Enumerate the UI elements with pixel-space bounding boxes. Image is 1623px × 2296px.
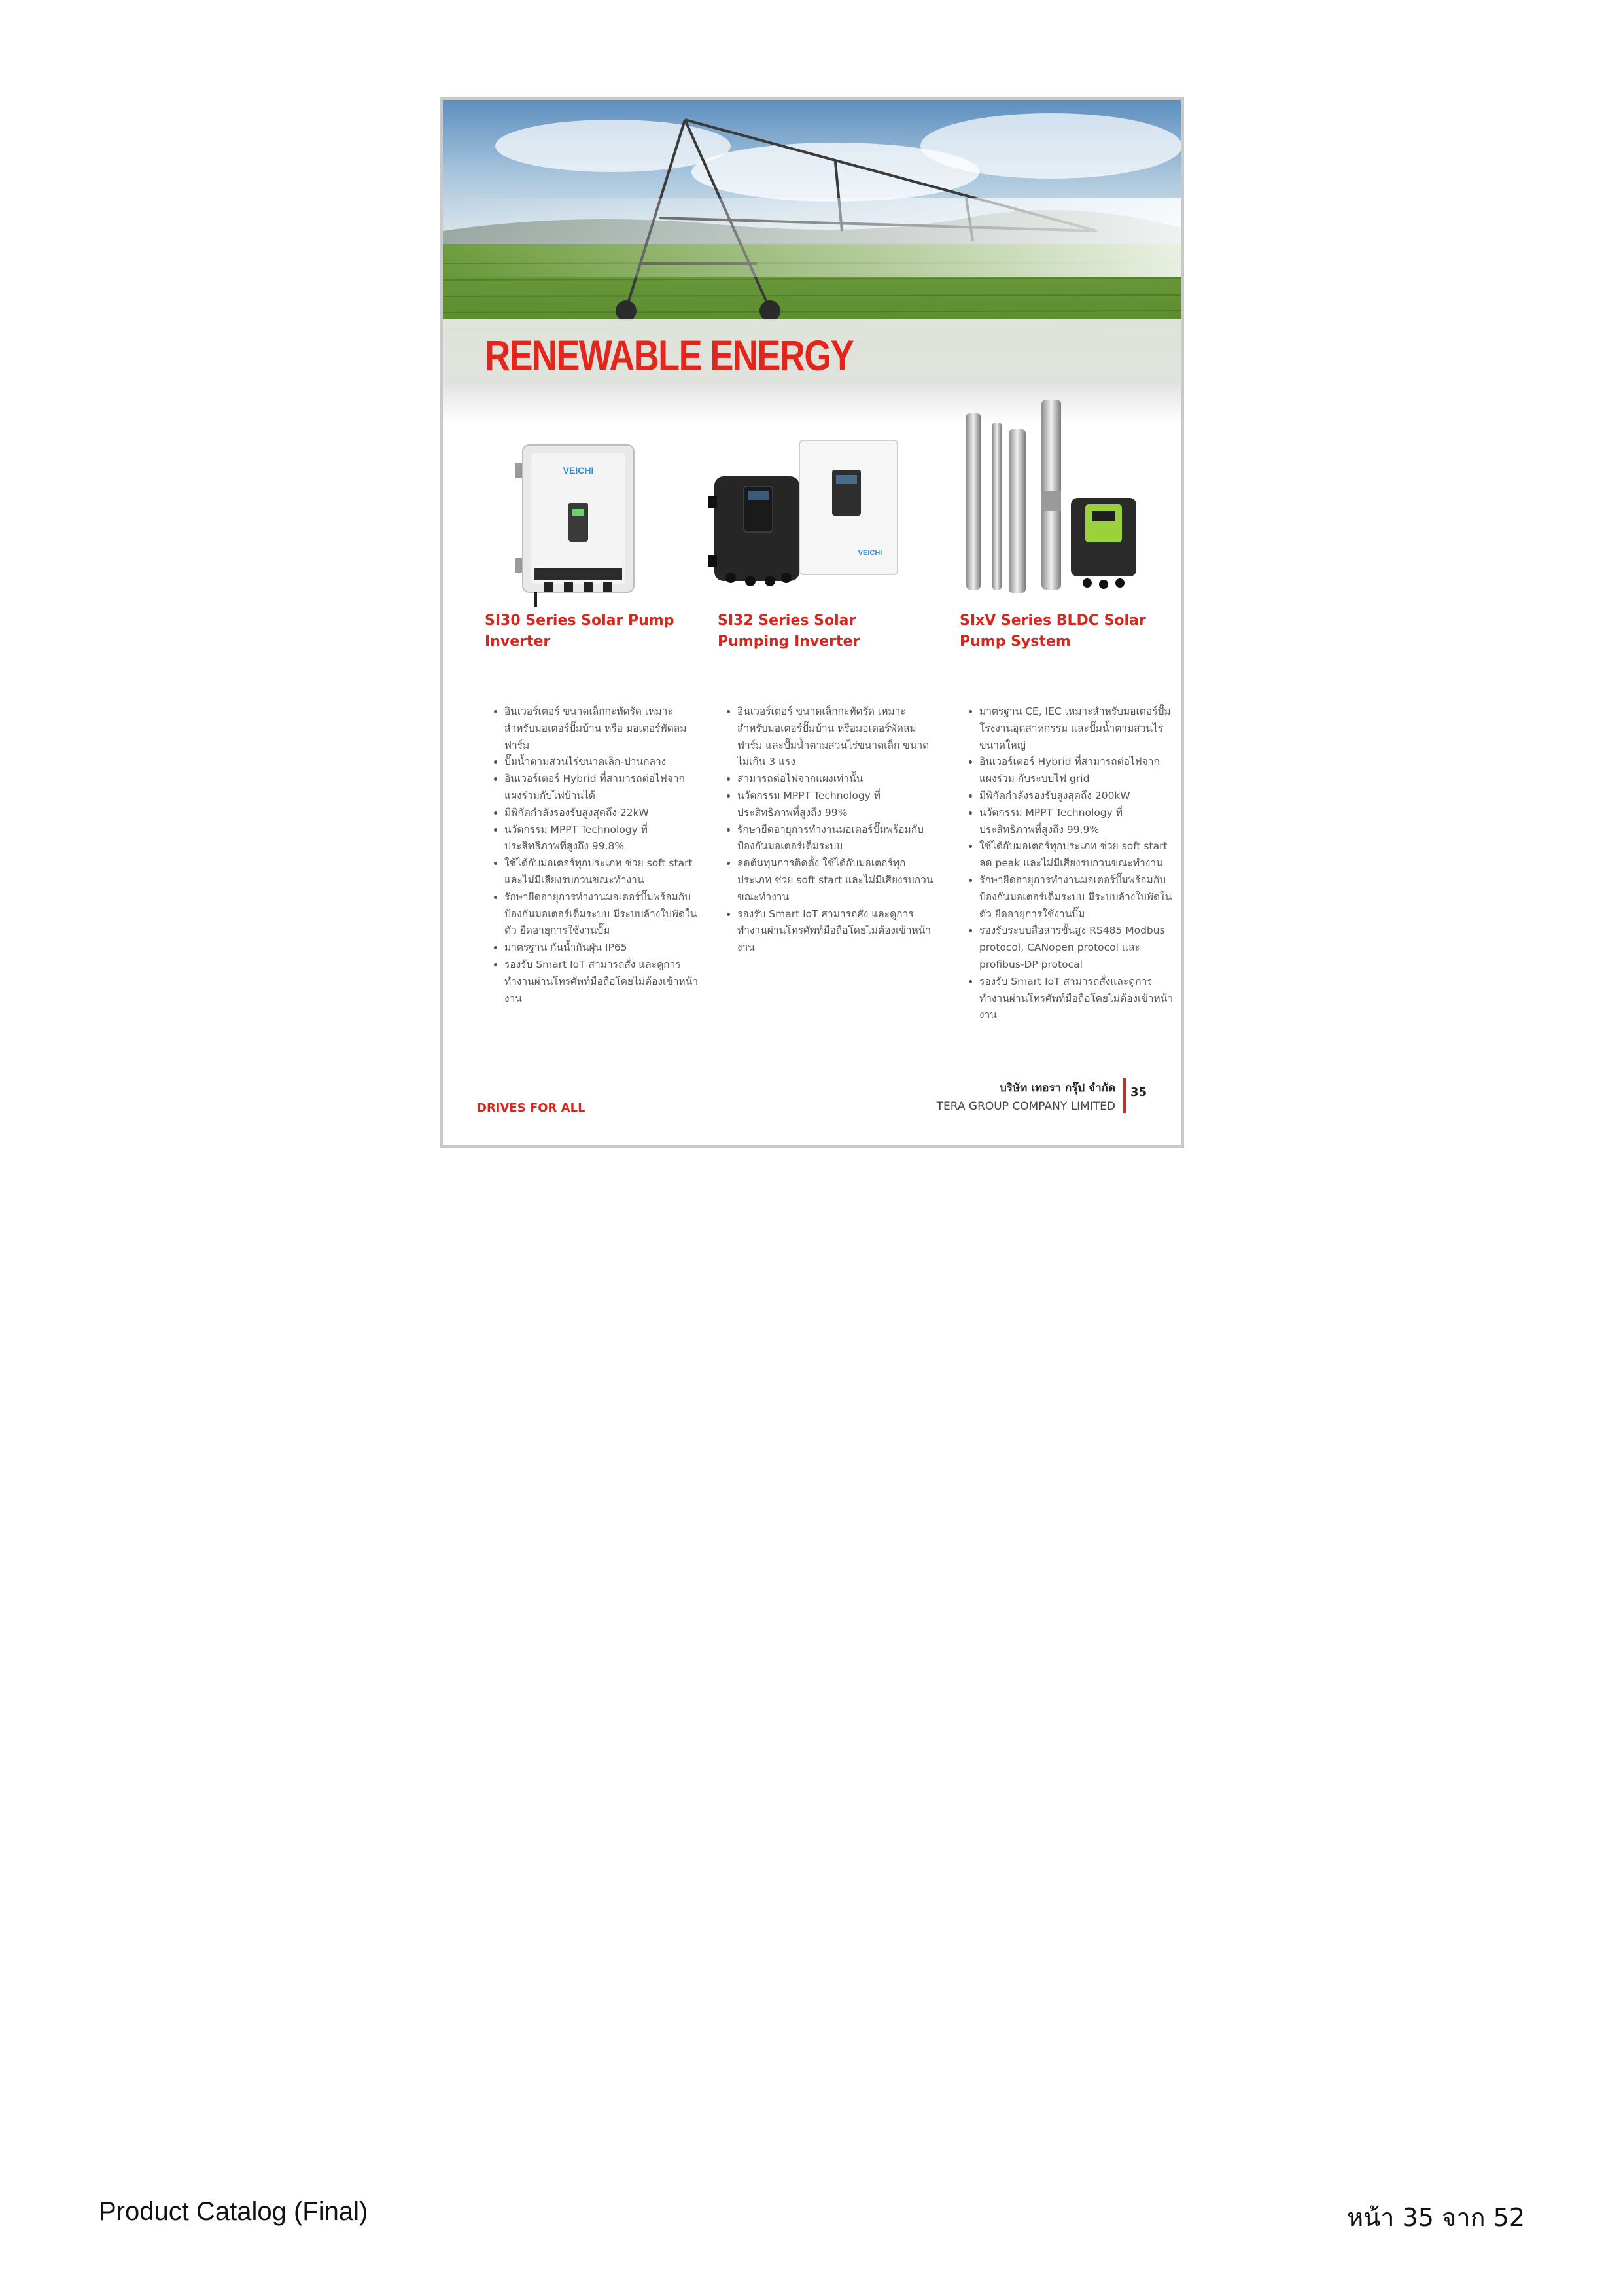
page-indicator: หน้า 35 จาก 52: [1347, 2203, 1525, 2232]
list-item: • รองรับระบบสื่อสารขั้นสูง RS485 Modbus protocol, CANopen protocol และ profibus-DP protocal: [979, 923, 1176, 973]
footer-divider: [1123, 1078, 1126, 1113]
catalog-page: [440, 97, 1184, 1148]
tagline: DRIVES FOR ALL: [477, 1101, 585, 1115]
company-name-english: TERA GROUP COMPANY LIMITED: [936, 1100, 1115, 1113]
list-item: • มาตรฐาน กันน้ำกันฝุ่น IP65: [504, 940, 701, 957]
list-item: • อินเวอร์เตอร์ ขนาดเล็กกะทัดรัด เหมาะสำหรับมอเตอร์ปั๊มบ้าน หรือมอเตอร์พัดลมฟาร์ม และปั๊มน้ำตามสวนไร่ขนาดเล็ก ขนาดไม่เกิน 3 แรง: [737, 703, 934, 771]
list-item: • ใช้ได้กับมอเตอร์ทุกประเภท ช่วย soft start และไม่มีเสียงรบกวนขณะทำงาน: [504, 855, 701, 889]
list-item: • นวัตกรรม MPPT Technology ที่ประสิทธิภาพที่สูงถึง 99.8%: [504, 822, 701, 856]
list-item: • นวัตกรรม MPPT Technology ที่ประสิทธิภาพที่สูงถึง 99.9%: [979, 805, 1176, 839]
list-item: • รักษายืดอายุการทำงานมอเตอร์ปั๊มพร้อมกับป้องกันมอเตอร์เต็มระบบ มีระบบล้างใบพัดในตัว ยืดอายุการใช้งานปั๊ม: [504, 889, 701, 940]
product-title-si30: SI30 Series Solar Pump Inverter: [485, 612, 674, 650]
product-title-si32: SI32 Series Solar Pumping Inverter: [718, 612, 860, 650]
sixv-pump-system-image: [960, 393, 1143, 605]
list-item: • รองรับ Smart IoT สามารถสั่ง และดูการทำงานผ่านโทรศัพท์มือถือโดยไม่ต้องเข้าหน้างาน: [737, 906, 934, 957]
document-name: Product Catalog (Final): [99, 2197, 368, 2226]
veichi-logo: VEICHI: [563, 465, 594, 476]
list-item: • อินเวอร์เตอร์ ขนาดเล็กกะทัดรัด เหมาะสำหรับมอเตอร์ปั๊มบ้าน หรือ มอเตอร์พัดลมฟาร์ม: [504, 703, 701, 754]
list-item: • มาตรฐาน CE, IEC เหมาะสำหรับมอเตอร์ปั๊มโรงงานอุตสาหกรรม และปั๊มน้ำตามสวนไร่ขนาดใหญ่: [979, 703, 1176, 754]
list-item: • ลดต้นทุนการติดตั้ง ใช้ได้กับมอเตอร์ทุกประเภท ช่วย soft start และไม่มีเสียงรบกวนขณะทำงาน: [737, 855, 934, 906]
list-item: • รองรับ Smart IoT สามารถสั่ง และดูการทำงานผ่านโทรศัพท์มือถือโดยไม่ต้องเข้าหน้างาน: [504, 957, 701, 1007]
list-item: • นวัตกรรม MPPT Technology ที่ประสิทธิภาพที่สูงถึง 99%: [737, 788, 934, 822]
company-name-thai: บริษัท เทอรา กรุ๊ป จำกัด: [999, 1082, 1115, 1095]
catalog-page-number: 35: [1130, 1086, 1147, 1099]
product-title-sixv: SIxV Series BLDC Solar Pump System: [960, 612, 1146, 650]
list-item: • อินเวอร์เตอร์ Hybrid ที่สามารถต่อไฟจากแผงร่วม กับระบบไฟ grid: [979, 754, 1176, 788]
feature-list-sixv: [960, 703, 1176, 1024]
si30-inverter-image: [508, 437, 646, 610]
list-item: • รักษายืดอายุการทำงานมอเตอร์ปั๊มพร้อมกับป้องกันมอเตอร์เต็มระบบ: [737, 822, 934, 856]
list-item: • ใช้ได้กับมอเตอร์ทุกประเภท ช่วย soft start ลด peak และไม่มีเสียงรบกวนขณะทำงาน: [979, 838, 1176, 872]
list-item: • ปั๊มน้ำตามสวนไร่ขนาดเล็ก-ปานกลาง: [504, 754, 701, 771]
list-item: • อินเวอร์เตอร์ Hybrid ที่สามารถต่อไฟจากแผงร่วมกับไฟบ้านได้: [504, 771, 701, 805]
svg-text:VEICHI: VEICHI: [858, 549, 882, 557]
feature-list-si32: [718, 703, 934, 957]
feature-list-si30: [485, 703, 701, 1007]
list-item: • รักษายืดอายุการทำงานมอเตอร์ปั๊มพร้อมกับป้องกันมอเตอร์เต็มระบบ มีระบบล้างใบพัดในตัว ยืดอายุการใช้งานปั๊ม: [979, 872, 1176, 923]
list-item: • มีพิกัดกำลังรองรับสูงสุดถึง 22kW: [504, 805, 701, 822]
list-item: • มีพิกัดกำลังรองรับสูงสุดถึง 200kW: [979, 788, 1176, 805]
page-title: RENEWABLE ENERGY: [485, 331, 854, 380]
si32-inverter-image: [708, 431, 904, 597]
list-item: • สามารถต่อไฟจากแผงเท่านั้น: [737, 771, 934, 788]
list-item: • รองรับ Smart IoT สามารถสั่งและดูการทำงานผ่านโทรศัพท์มือถือโดยไม่ต้องเข้าหน้างาน: [979, 974, 1176, 1024]
